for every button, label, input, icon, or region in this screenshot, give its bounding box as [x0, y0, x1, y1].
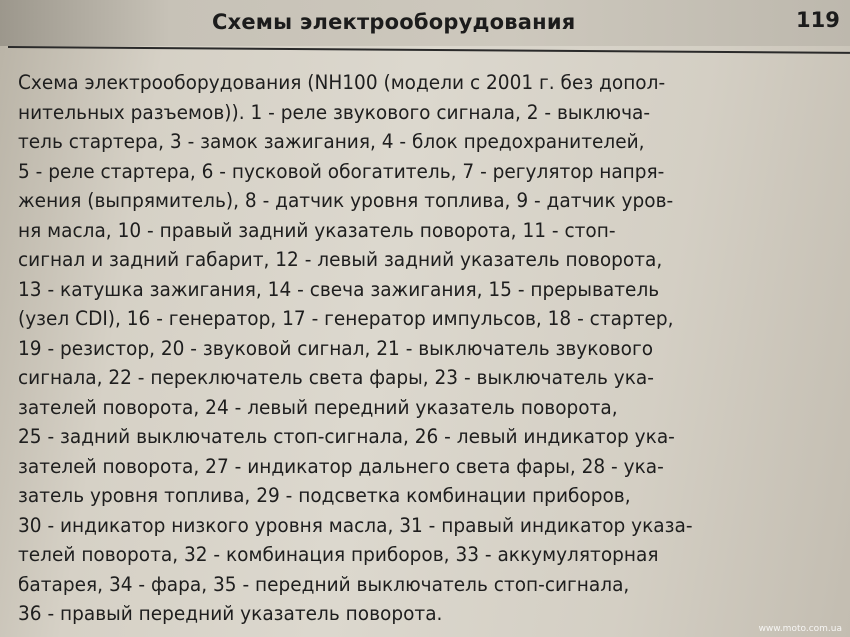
text-line: 13 - катушка зажигания, 14 - свеча зажигания, 15 - прерыватель — [18, 277, 660, 301]
text-line: тель стартера, 3 - замок зажигания, 4 - блок предохранителей, — [18, 130, 645, 153]
caption-text — [18, 68, 842, 629]
text-line: ня масла, 10 - правый задний указатель поворота, 11 - стоп- — [18, 218, 616, 242]
text-line: затель уровня топлива, 29 - подсветка комбинации приборов, — [18, 484, 631, 507]
page-number: 119 — [796, 8, 840, 32]
header-divider — [8, 46, 850, 54]
text-line: 5 - реле стартера, 6 - пусковой обогатитель, 7 - регулятор напря- — [18, 159, 665, 183]
text-line: жения (выпрямитель), 8 - датчик уровня топлива, 9 - датчик уров- — [18, 189, 674, 212]
text-line: телей поворота, 32 - комбинация приборов, 33 - аккумуляторная — [18, 543, 659, 566]
text-line: зателей поворота, 24 - левый передний указатель поворота, — [18, 395, 618, 419]
text-line: (узел CDI), 16 - генератор, 17 - генератор импульсов, 18 - стартер, — [18, 307, 674, 330]
text-line: сигнал и задний габарит, 12 - левый задний указатель поворота, — [18, 248, 663, 271]
text-line: Схема электрооборудования (NH100 (модели с 2001 г. без допол- — [18, 71, 666, 94]
page-title: Схемы электрооборудования — [212, 10, 576, 34]
watermark: www.moto.com.ua — [758, 624, 842, 634]
text-line: зателей поворота, 27 - индикатор дальнего света фары, 28 - ука- — [18, 454, 664, 478]
text-line: батарея, 34 - фара, 35 - передний выключатель стоп-сигнала, — [18, 572, 630, 596]
text-line: 30 - индикатор низкого уровня масла, 31 - правый индикатор указа- — [18, 513, 693, 537]
text-line: 36 - правый передний указатель поворота. — [18, 602, 443, 625]
text-line: 19 - резистор, 20 - звуковой сигнал, 21 - выключатель звукового — [18, 336, 654, 360]
text-line: 25 - задний выключатель стоп-сигнала, 26 - левый индикатор ука- — [18, 425, 675, 448]
text-line: нительных разъемов)). 1 - реле звукового сигнала, 2 - выключа- — [18, 100, 651, 124]
page-header — [0, 0, 850, 46]
text-line: сигнала, 22 - переключатель света фары, 23 - выключатель ука- — [18, 366, 654, 389]
